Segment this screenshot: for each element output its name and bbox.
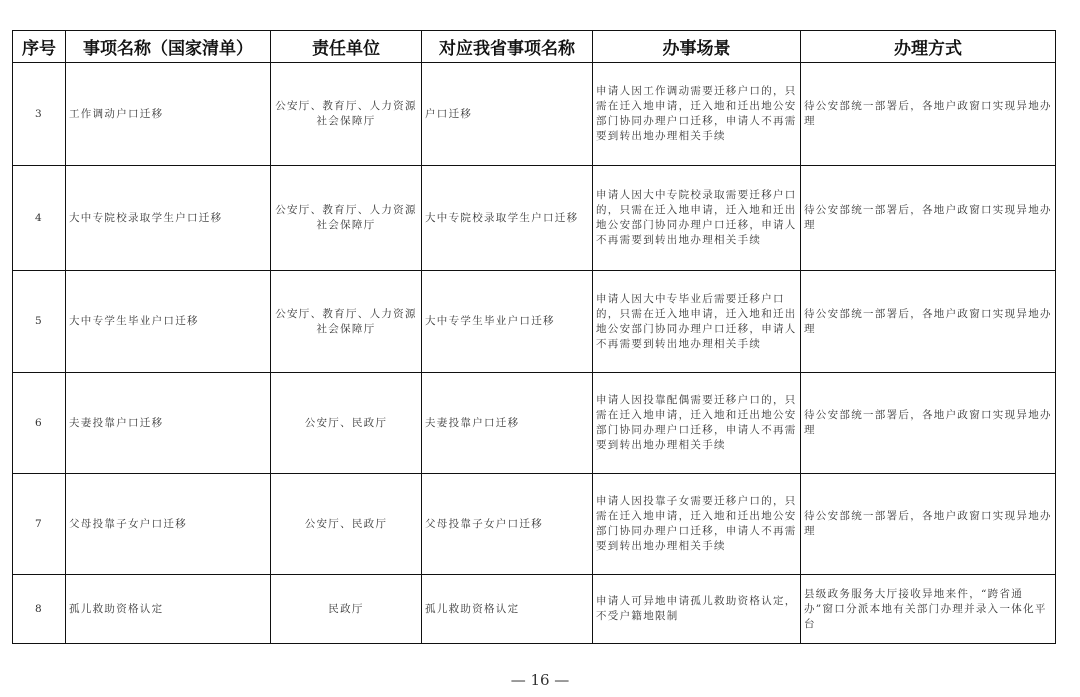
cell-scenario: 申请人因大中专毕业后需要迁移户口的，只需在迁入地申请，迁入地和迁出地公安部门协同办理户口迁移，申请人不再需要到转出地办理相关手续 xyxy=(593,271,801,373)
header-serial-no: 序号 xyxy=(13,31,66,63)
cell-serial-no: 5 xyxy=(13,271,66,373)
header-matter-name: 事项名称（国家清单） xyxy=(66,31,271,63)
cell-handling-method: 待公安部统一部署后，各地户政窗口实现异地办理 xyxy=(801,166,1056,271)
cell-matter-name: 工作调动户口迁移 xyxy=(66,63,271,166)
cell-handling-method: 县级政务服务大厅接收异地来件，“跨省通办”窗口分派本地有关部门办理并录入一体化平台 xyxy=(801,575,1056,644)
cell-province-matter-name: 父母投靠子女户口迁移 xyxy=(422,474,593,575)
cell-scenario: 申请人因工作调动需要迁移户口的，只需在迁入地申请，迁入地和迁出地公安部门协同办理户口迁移，申请人不再需要到转出地办理相关手续 xyxy=(593,63,801,166)
table-row xyxy=(13,474,1056,575)
cell-serial-no: 6 xyxy=(13,373,66,474)
cell-matter-name: 大中专院校录取学生户口迁移 xyxy=(66,166,271,271)
cell-responsible-unit: 公安厅、教育厅、人力资源社会保障厅 xyxy=(271,271,422,373)
table-row xyxy=(13,271,1056,373)
cell-province-matter-name: 户口迁移 xyxy=(422,63,593,166)
cell-scenario: 申请人因投靠配偶需要迁移户口的，只需在迁入地申请，迁入地和迁出地公安部门协同办理户口迁移，申请人不再需要到转出地办理相关手续 xyxy=(593,373,801,474)
header-handling-method: 办理方式 xyxy=(801,31,1056,63)
cell-matter-name: 孤儿救助资格认定 xyxy=(66,575,271,644)
header-scenario: 办事场景 xyxy=(593,31,801,63)
cell-province-matter-name: 大中专学生毕业户口迁移 xyxy=(422,271,593,373)
header-province-matter-name: 对应我省事项名称 xyxy=(422,31,593,63)
cell-responsible-unit: 公安厅、民政厅 xyxy=(271,474,422,575)
cell-handling-method: 待公安部统一部署后，各地户政窗口实现异地办理 xyxy=(801,373,1056,474)
cell-serial-no: 7 xyxy=(13,474,66,575)
page-number: — 16 — xyxy=(510,671,570,689)
table-row xyxy=(13,575,1056,644)
cell-responsible-unit: 公安厅、民政厅 xyxy=(271,373,422,474)
cell-handling-method: 待公安部统一部署后，各地户政窗口实现异地办理 xyxy=(801,63,1056,166)
cell-responsible-unit: 公安厅、教育厅、人力资源社会保障厅 xyxy=(271,166,422,271)
cell-handling-method: 待公安部统一部署后，各地户政窗口实现异地办理 xyxy=(801,271,1056,373)
cell-province-matter-name: 夫妻投靠户口迁移 xyxy=(422,373,593,474)
cell-matter-name: 夫妻投靠户口迁移 xyxy=(66,373,271,474)
table-row xyxy=(13,166,1056,271)
table-row xyxy=(13,373,1056,474)
cell-serial-no: 4 xyxy=(13,166,66,271)
cell-province-matter-name: 孤儿救助资格认定 xyxy=(422,575,593,644)
cell-responsible-unit: 民政厅 xyxy=(271,575,422,644)
cell-scenario: 申请人因投靠子女需要迁移户口的，只需在迁入地申请，迁入地和迁出地公安部门协同办理户口迁移，申请人不再需要到转出地办理相关手续 xyxy=(593,474,801,575)
cell-responsible-unit: 公安厅、教育厅、人力资源社会保障厅 xyxy=(271,63,422,166)
cell-scenario: 申请人可异地申请孤儿救助资格认定，不受户籍地限制 xyxy=(593,575,801,644)
table-row xyxy=(13,63,1056,166)
cell-serial-no: 8 xyxy=(13,575,66,644)
header-responsible-unit: 责任单位 xyxy=(271,31,422,63)
cell-serial-no: 3 xyxy=(13,63,66,166)
matters-table xyxy=(12,30,1056,644)
cell-scenario: 申请人因大中专院校录取需要迁移户口的，只需在迁入地申请，迁入地和迁出地公安部门协同办理户口迁移，申请人不再需要到转出地办理相关手续 xyxy=(593,166,801,271)
table-header-row xyxy=(13,31,1056,63)
cell-handling-method: 待公安部统一部署后，各地户政窗口实现异地办理 xyxy=(801,474,1056,575)
cell-province-matter-name: 大中专院校录取学生户口迁移 xyxy=(422,166,593,271)
cell-matter-name: 大中专学生毕业户口迁移 xyxy=(66,271,271,373)
cell-matter-name: 父母投靠子女户口迁移 xyxy=(66,474,271,575)
